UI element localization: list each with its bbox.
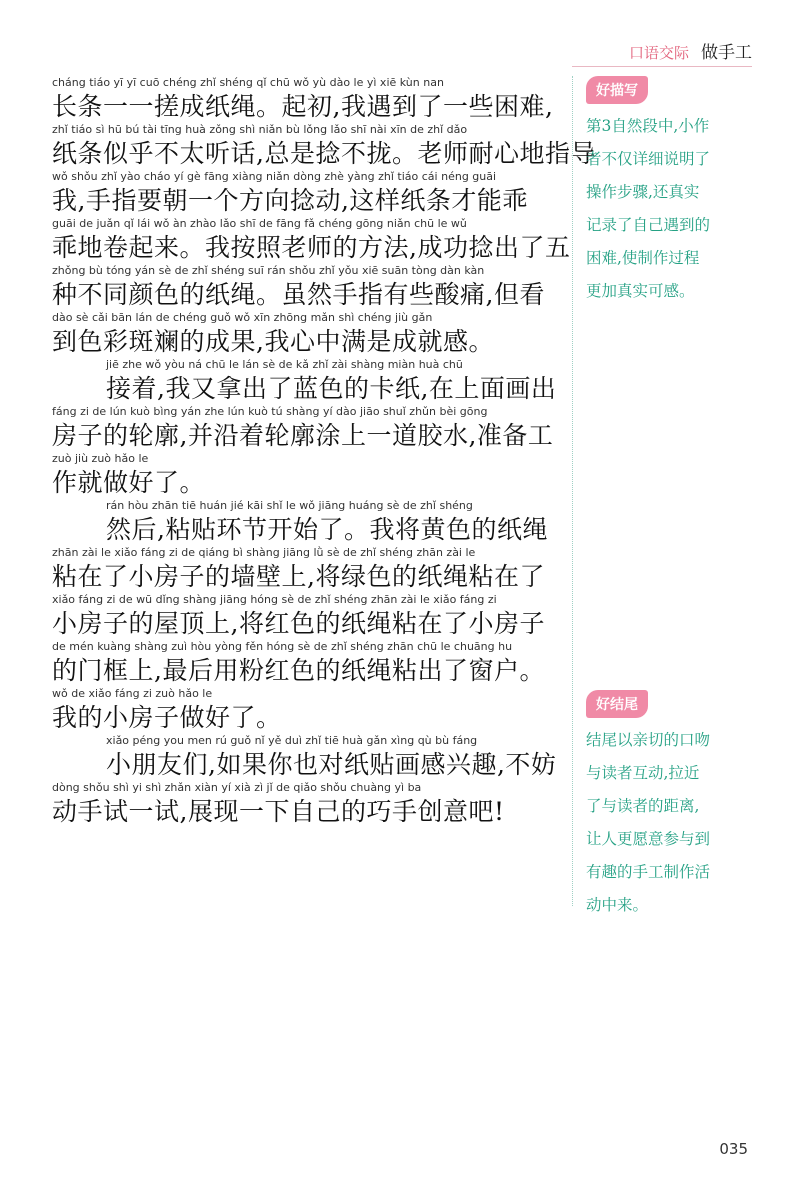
annotation-line: 了与读者的距离, — [586, 797, 700, 815]
text-line — [52, 264, 572, 311]
hanzi-line: 纸条似乎不太听话,总是捻不拢。老师耐心地指导 — [52, 139, 596, 168]
text-line — [52, 781, 572, 828]
pinyin-line: rán hòu zhān tiē huán jié kāi shǐ le wǒ jiāng huáng sè de zhǐ shéng — [106, 499, 473, 512]
hanzi-line: 的门框上,最后用粉红色的纸绳粘出了窗户。 — [52, 656, 545, 685]
annotation-line: 让人更愿意参与到 — [586, 830, 711, 848]
hanzi-line: 房子的轮廓,并沿着轮廓涂上一道胶水,准备工 — [52, 421, 554, 450]
annotation-line: 第3自然段中,小作 — [586, 117, 710, 135]
hanzi-line: 小房子的屋顶上,将红色的纸绳粘在了小房子 — [52, 609, 545, 638]
annotation-line: 更加真实可感。 — [586, 282, 695, 300]
pinyin-line: zhǐ tiáo sì hū bú tài tīng huà zǒng shì niǎn bù lǒng lǎo shī nài xīn de zhǐ dǎo — [52, 123, 468, 136]
pinyin-line: dào sè cǎi bān lán de chéng guǒ wǒ xīn zhōng mǎn shì chéng jiù gǎn — [52, 311, 433, 324]
hanzi-line: 接着,我又拿出了蓝色的卡纸,在上面画出 — [106, 374, 557, 403]
text-line — [52, 546, 572, 593]
badge-good-description: 好描写 — [586, 76, 648, 104]
header-title: 做手工 — [701, 43, 752, 63]
pinyin-line: wǒ shǒu zhǐ yào cháo yí gè fāng xiàng niǎn dòng zhè yàng zhǐ tiáo cái néng guāi — [52, 170, 497, 183]
page-header — [629, 38, 752, 63]
pinyin-line: dòng shǒu shì yi shì zhǎn xiàn yí xià zì jǐ de qiǎo shǒu chuàng yì ba — [52, 781, 422, 794]
text-line — [52, 358, 572, 405]
pinyin-line: jiē zhe wǒ yòu ná chū le lán sè de kǎ zhǐ zài shàng miàn huà chū — [106, 358, 463, 371]
hanzi-line: 种不同颜色的纸绳。虽然手指有些酸痛,但看 — [52, 280, 545, 309]
annotation-line: 记录了自己遇到的 — [586, 216, 711, 234]
pinyin-line: fáng zi de lún kuò bìng yán zhe lún kuò tú shàng yí dào jiāo shuǐ zhǔn bèi gōng — [52, 405, 488, 418]
text-line — [52, 687, 572, 734]
hanzi-line: 到色彩斑斓的成果,我心中满是成就感。 — [52, 327, 494, 356]
pinyin-line: cháng tiáo yī yī cuō chéng zhǐ shéng qǐ chū wǒ yù dào le yì xiē kùn nan — [52, 76, 444, 89]
text-line — [52, 640, 572, 687]
hanzi-line: 作就做好了。 — [52, 468, 206, 497]
annotation-good-description — [586, 76, 760, 308]
pinyin-line: xiǎo fáng zi de wū dǐng shàng jiāng hóng sè de zhǐ shéng zhān zài le xiǎo fáng zi — [52, 593, 497, 606]
pinyin-line: wǒ de xiǎo fáng zi zuò hǎo le — [52, 687, 213, 700]
text-line — [52, 593, 572, 640]
text-line — [52, 452, 572, 499]
annotation-text — [586, 110, 760, 308]
text-line — [52, 499, 572, 546]
annotation-good-ending — [586, 690, 760, 922]
pinyin-line: zhān zài le xiǎo fáng zi de qiáng bì shàng jiāng lǜ sè de zhǐ shéng zhān zài le — [52, 546, 476, 559]
hanzi-line: 我,手指要朝一个方向捻动,这样纸条才能乖 — [52, 186, 528, 215]
pinyin-line: xiǎo péng you men rú guǒ nǐ yě duì zhǐ tiē huà gǎn xìng qù bù fáng — [106, 734, 478, 747]
page-number: 035 — [719, 1140, 748, 1158]
header-divider — [572, 66, 752, 67]
pinyin-line: guāi de juǎn qǐ lái wǒ àn zhào lǎo shī de fāng fǎ chéng gōng niǎn chū le wǔ — [52, 217, 467, 230]
annotation-line: 困难,使制作过程 — [586, 249, 700, 267]
annotation-text — [586, 724, 760, 922]
annotation-line: 者不仅详细说明了 — [586, 150, 711, 168]
annotation-line: 与读者互动,拉近 — [586, 764, 700, 782]
text-line — [52, 217, 572, 264]
hanzi-line: 乖地卷起来。我按照老师的方法,成功捻出了五 — [52, 233, 571, 262]
header-section: 口语交际 — [628, 44, 689, 62]
annotation-line: 操作步骤,还真实 — [586, 183, 700, 201]
text-line — [52, 734, 572, 781]
pinyin-line: zuò jiù zuò hǎo le — [52, 452, 149, 465]
main-text — [52, 76, 596, 828]
text-line — [52, 76, 572, 123]
text-line — [52, 123, 596, 170]
pinyin-line: zhǒng bù tóng yán sè de zhǐ shéng suī rán shǒu zhǐ yǒu xiē suān tòng dàn kàn — [52, 264, 485, 277]
hanzi-line: 长条一一搓成纸绳。起初,我遇到了一些困难, — [52, 92, 554, 121]
hanzi-line: 然后,粘贴环节开始了。我将黄色的纸绳 — [106, 515, 548, 544]
hanzi-line: 我的小房子做好了。 — [52, 703, 282, 732]
hanzi-line: 动手试一试,展现一下自己的巧手创意吧! — [52, 797, 505, 826]
text-line — [52, 170, 572, 217]
badge-good-ending: 好结尾 — [586, 690, 648, 718]
hanzi-line: 粘在了小房子的墙壁上,将绿色的纸绳粘在了 — [52, 562, 545, 591]
annotation-line: 结尾以亲切的口吻 — [586, 731, 711, 749]
hanzi-line: 小朋友们,如果你也对纸贴画感兴趣,不妨 — [106, 750, 557, 779]
sidebar-divider — [572, 76, 573, 906]
annotation-line: 有趣的手工制作活 — [586, 863, 711, 881]
text-line — [52, 405, 572, 452]
pinyin-line: de mén kuàng shàng zuì hòu yòng fěn hóng sè de zhǐ shéng zhān chū le chuāng hu — [52, 640, 513, 653]
annotation-line: 动中来。 — [586, 896, 649, 914]
text-line — [52, 311, 572, 358]
